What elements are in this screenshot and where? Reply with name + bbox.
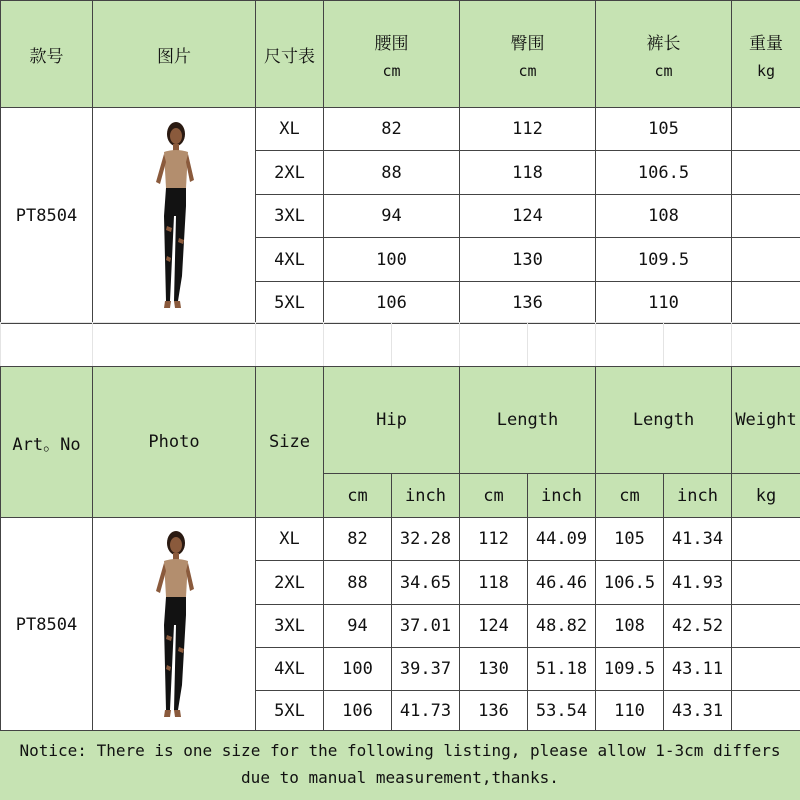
length1-cm-cell: 118	[460, 561, 528, 605]
size-cell: 5XL	[256, 691, 324, 732]
hip-inch-cell: 37.01	[392, 605, 460, 648]
hip-inch-cell: 39.37	[392, 648, 460, 691]
hip-cm-cell: 82	[324, 518, 392, 561]
hip-inch-cell: 32.28	[392, 518, 460, 561]
header-length: 裤长 cm	[596, 1, 732, 108]
length2-inch-cell: 41.93	[664, 561, 732, 605]
length-cell: 105	[596, 108, 732, 151]
length1-cm-cell: 112	[460, 518, 528, 561]
size-cell: 2XL	[256, 151, 324, 195]
length1-inch-cell: 46.46	[528, 561, 596, 605]
unit-cm: cm	[460, 474, 528, 518]
blank-cell	[256, 323, 324, 367]
hip-cell: 124	[460, 195, 596, 238]
hip-cell: 118	[460, 151, 596, 195]
length1-inch-cell: 53.54	[528, 691, 596, 732]
blank-cell	[596, 323, 664, 367]
blank-cell	[732, 323, 800, 367]
hip-inch-cell: 41.73	[392, 691, 460, 732]
spacer-row	[0, 322, 800, 367]
length2-cm-cell: 108	[596, 605, 664, 648]
blank-cell	[460, 323, 528, 367]
unit-kg: kg	[732, 474, 800, 518]
length2-inch-cell: 41.34	[664, 518, 732, 561]
length-cell: 106.5	[596, 151, 732, 195]
header-photo: Photo	[93, 367, 256, 518]
header-art-no: 款号	[1, 1, 93, 108]
waist-cell: 100	[324, 238, 460, 282]
header-hip: Hip	[324, 367, 460, 474]
length1-cm-cell: 124	[460, 605, 528, 648]
hip-cm-cell: 100	[324, 648, 392, 691]
size-cell: 2XL	[256, 561, 324, 605]
hip-cell: 136	[460, 282, 596, 324]
size-cell: 4XL	[256, 648, 324, 691]
weight-cell	[732, 518, 800, 561]
size-cell: 3XL	[256, 195, 324, 238]
blank-cell	[664, 323, 732, 367]
header-size: 尺寸表	[256, 1, 324, 108]
length2-inch-cell: 42.52	[664, 605, 732, 648]
waist-cell: 82	[324, 108, 460, 151]
length1-cm-cell: 130	[460, 648, 528, 691]
model-photo-icon	[93, 525, 255, 725]
model-photo	[93, 518, 256, 732]
waist-cell: 88	[324, 151, 460, 195]
length2-cm-cell: 109.5	[596, 648, 664, 691]
length2-cm-cell: 110	[596, 691, 664, 732]
weight-cell	[732, 561, 800, 605]
size-cell: XL	[256, 518, 324, 561]
header-waist: 腰围 cm	[324, 1, 460, 108]
length2-cm-cell: 105	[596, 518, 664, 561]
header-art-no: Art。No	[1, 367, 93, 518]
header-weight: Weight	[732, 367, 800, 474]
weight-cell	[732, 195, 800, 238]
weight-cell	[732, 605, 800, 648]
hip-cell: 112	[460, 108, 596, 151]
weight-cell	[732, 648, 800, 691]
length-cell: 109.5	[596, 238, 732, 282]
length2-cm-cell: 106.5	[596, 561, 664, 605]
length-cell: 110	[596, 282, 732, 324]
length-cell: 108	[596, 195, 732, 238]
size-cell: 5XL	[256, 282, 324, 324]
header-size: Size	[256, 367, 324, 518]
hip-cell: 130	[460, 238, 596, 282]
unit-cm: cm	[596, 474, 664, 518]
blank-cell	[392, 323, 460, 367]
art-number: PT8504	[1, 518, 93, 732]
hip-cm-cell: 94	[324, 605, 392, 648]
header-length-1: Length	[460, 367, 596, 474]
unit-inch: inch	[664, 474, 732, 518]
length2-inch-cell: 43.31	[664, 691, 732, 732]
weight-cell	[732, 282, 800, 324]
hip-cm-cell: 106	[324, 691, 392, 732]
header-weight: 重量 kg	[732, 1, 800, 108]
hip-inch-cell: 34.65	[392, 561, 460, 605]
length1-cm-cell: 136	[460, 691, 528, 732]
art-number: PT8504	[1, 108, 93, 324]
weight-cell	[732, 108, 800, 151]
length1-inch-cell: 51.18	[528, 648, 596, 691]
blank-cell	[93, 323, 256, 367]
length2-inch-cell: 43.11	[664, 648, 732, 691]
hip-cm-cell: 88	[324, 561, 392, 605]
header-hip: 臀围 cm	[460, 1, 596, 108]
header-length-2: Length	[596, 367, 732, 474]
size-table-cn	[0, 0, 800, 324]
weight-cell	[732, 151, 800, 195]
unit-cm: cm	[324, 474, 392, 518]
length1-inch-cell: 48.82	[528, 605, 596, 648]
blank-cell	[324, 323, 392, 367]
header-photo: 图片	[93, 1, 256, 108]
blank-cell	[528, 323, 596, 367]
length1-inch-cell: 44.09	[528, 518, 596, 561]
weight-cell	[732, 691, 800, 732]
size-cell: 3XL	[256, 605, 324, 648]
waist-cell: 106	[324, 282, 460, 324]
unit-inch: inch	[392, 474, 460, 518]
model-photo-icon	[93, 116, 255, 316]
model-photo	[93, 108, 256, 324]
size-table-en	[0, 366, 800, 732]
weight-cell	[732, 238, 800, 282]
unit-inch: inch	[528, 474, 596, 518]
waist-cell: 94	[324, 195, 460, 238]
size-cell: 4XL	[256, 238, 324, 282]
notice-text: Notice: There is one size for the following listing, please allow 1-3cm differs due to manual measurement,thanks.	[0, 730, 800, 800]
blank-cell	[1, 323, 93, 367]
size-cell: XL	[256, 108, 324, 151]
